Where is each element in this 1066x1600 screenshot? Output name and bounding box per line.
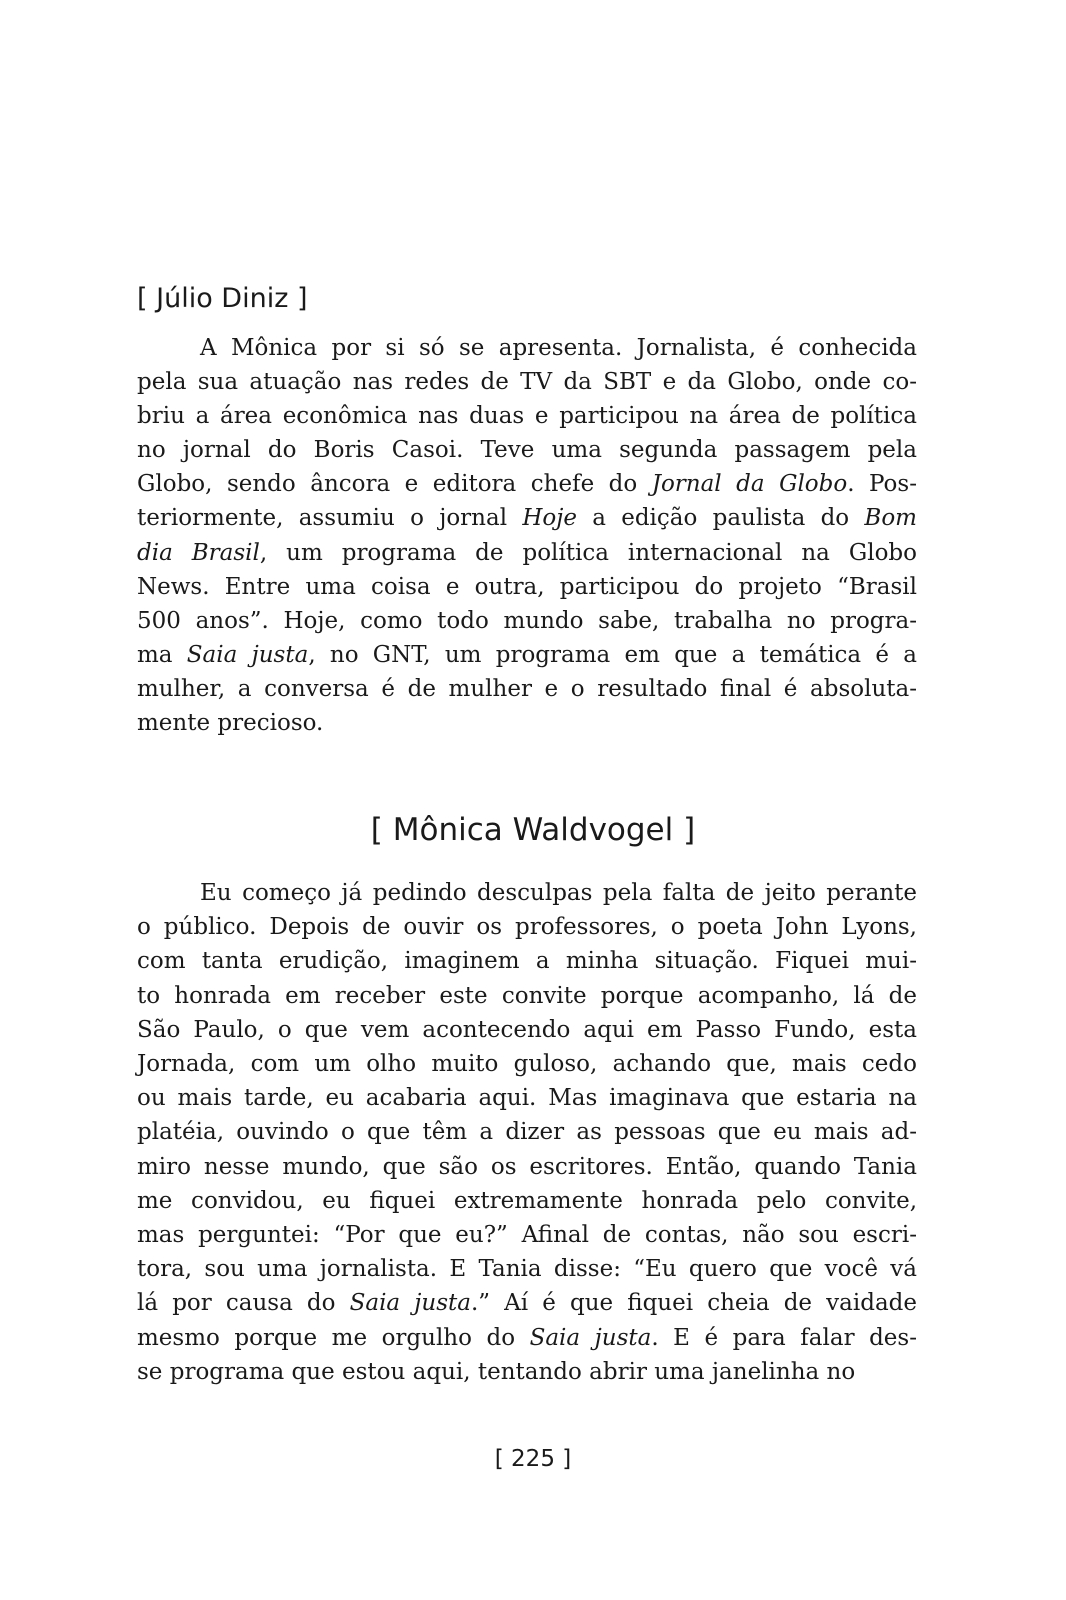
text-segment: o público. Depois de ouvir os professores, o poeta John Lyons, [137,914,917,941]
text-segment: se programa que estou aqui, tentando abrir uma janelinha no [137,1358,856,1385]
text-segment: News. Entre uma coisa e outra, participou do projeto “Brasil [137,573,917,600]
text-line [137,1286,917,1320]
italic-text: Hoje [522,505,577,532]
italic-text: Saia justa [186,641,309,668]
text-line [137,1150,917,1184]
text-segment: ou mais tarde, eu acabaria aqui. Mas imaginava que estaria na [137,1085,917,1112]
text-line [137,1081,917,1115]
text-segment: com tanta erudição, imaginem a minha situação. Fiquei mui- [137,948,917,975]
text-line [137,876,917,910]
speaker-heading-monica-waldvogel: [ Mônica Waldvogel ] [370,812,696,848]
text-line [137,1252,917,1286]
text-line [137,1013,917,1047]
text-segment: no jornal do Boris Casoi. Teve uma segunda passagem pela [137,437,917,464]
italic-text: Jornal da Globo [651,471,848,498]
text-segment: , um programa de política internacional na Globo [259,539,917,566]
text-line [137,1321,917,1355]
text-line [137,1184,917,1218]
text-segment: lá por causa do [137,1290,350,1317]
text-segment: . Pos- [847,471,917,498]
text-segment: São Paulo, o que vem acontecendo aqui em Passo Fundo, esta [137,1016,917,1043]
text-segment: tora, sou uma jornalista. E Tania disse: “Eu quero que você vá [137,1256,917,1283]
speaker-heading-julio-diniz: [ Júlio Diniz ] [137,283,308,314]
page-number: [ 225 ] [494,1446,572,1472]
text-line [137,365,917,399]
text-line [137,433,917,467]
text-segment: Eu começo já pedindo desculpas pela falta de jeito perante [200,880,917,906]
text-segment: a edição paulista do [576,505,865,532]
text-segment: , no GNT, um programa em que a temática é a [308,641,917,668]
text-segment: .” Aí é que fiquei cheia de vaidade [470,1290,917,1317]
text-line [137,536,917,570]
text-segment: me convidou, eu fiquei extremamente honrada pelo convite, [137,1187,917,1214]
text-line [137,399,917,433]
text-segment: 500 anos”. Hoje, como todo mundo sabe, trabalha no progra- [137,607,917,634]
italic-text: Bom [864,505,917,532]
text-segment: mente precioso. [137,710,324,737]
text-segment: mulher, a conversa é de mulher e o resultado final é absoluta- [137,675,917,702]
text-line [137,638,917,672]
paragraph-monica-waldvogel [137,876,917,1389]
text-segment: mesmo porque me orgulho do [137,1324,530,1351]
text-line [137,1355,917,1389]
text-segment: briu a área econômica nas duas e participou na área de política [137,403,917,430]
text-line [137,501,917,535]
text-line [137,1047,917,1081]
text-segment: pela sua atuação nas redes de TV da SBT e da Globo, onde co- [137,369,917,396]
text-segment: to honrada em receber este convite porque acompanho, lá de [137,982,917,1009]
text-line [137,944,917,978]
text-line [137,672,917,706]
text-segment: . E é para falar des- [651,1324,917,1351]
text-line [137,979,917,1013]
text-segment: Jornada, com um olho muito guloso, achando que, mais cedo [137,1051,917,1078]
text-segment: teriormente, assumiu o jornal [137,505,523,532]
text-segment: A Mônica por si só se apresenta. Jornalista, é conhecida [200,335,917,361]
text-line [137,1115,917,1149]
italic-text: Saia justa [529,1324,652,1351]
text-segment: miro nesse mundo, que são os escritores. Então, quando Tania [137,1153,917,1180]
text-segment: platéia, ouvindo o que têm a dizer as pessoas que eu mais ad- [137,1119,917,1146]
text-line [137,706,917,740]
italic-text: Saia justa [349,1290,471,1317]
text-line [137,1218,917,1252]
text-line [137,604,917,638]
italic-text: dia Brasil [137,539,260,566]
text-line [137,467,917,501]
text-segment: mas perguntei: “Por que eu?” Afinal de contas, não sou escri- [137,1222,917,1249]
text-segment: ma [137,641,187,668]
text-segment: Globo, sendo âncora e editora chefe do [137,471,652,498]
paragraph-julio-diniz [137,331,917,740]
text-line [137,331,917,365]
text-line [137,910,917,944]
text-line [137,570,917,604]
